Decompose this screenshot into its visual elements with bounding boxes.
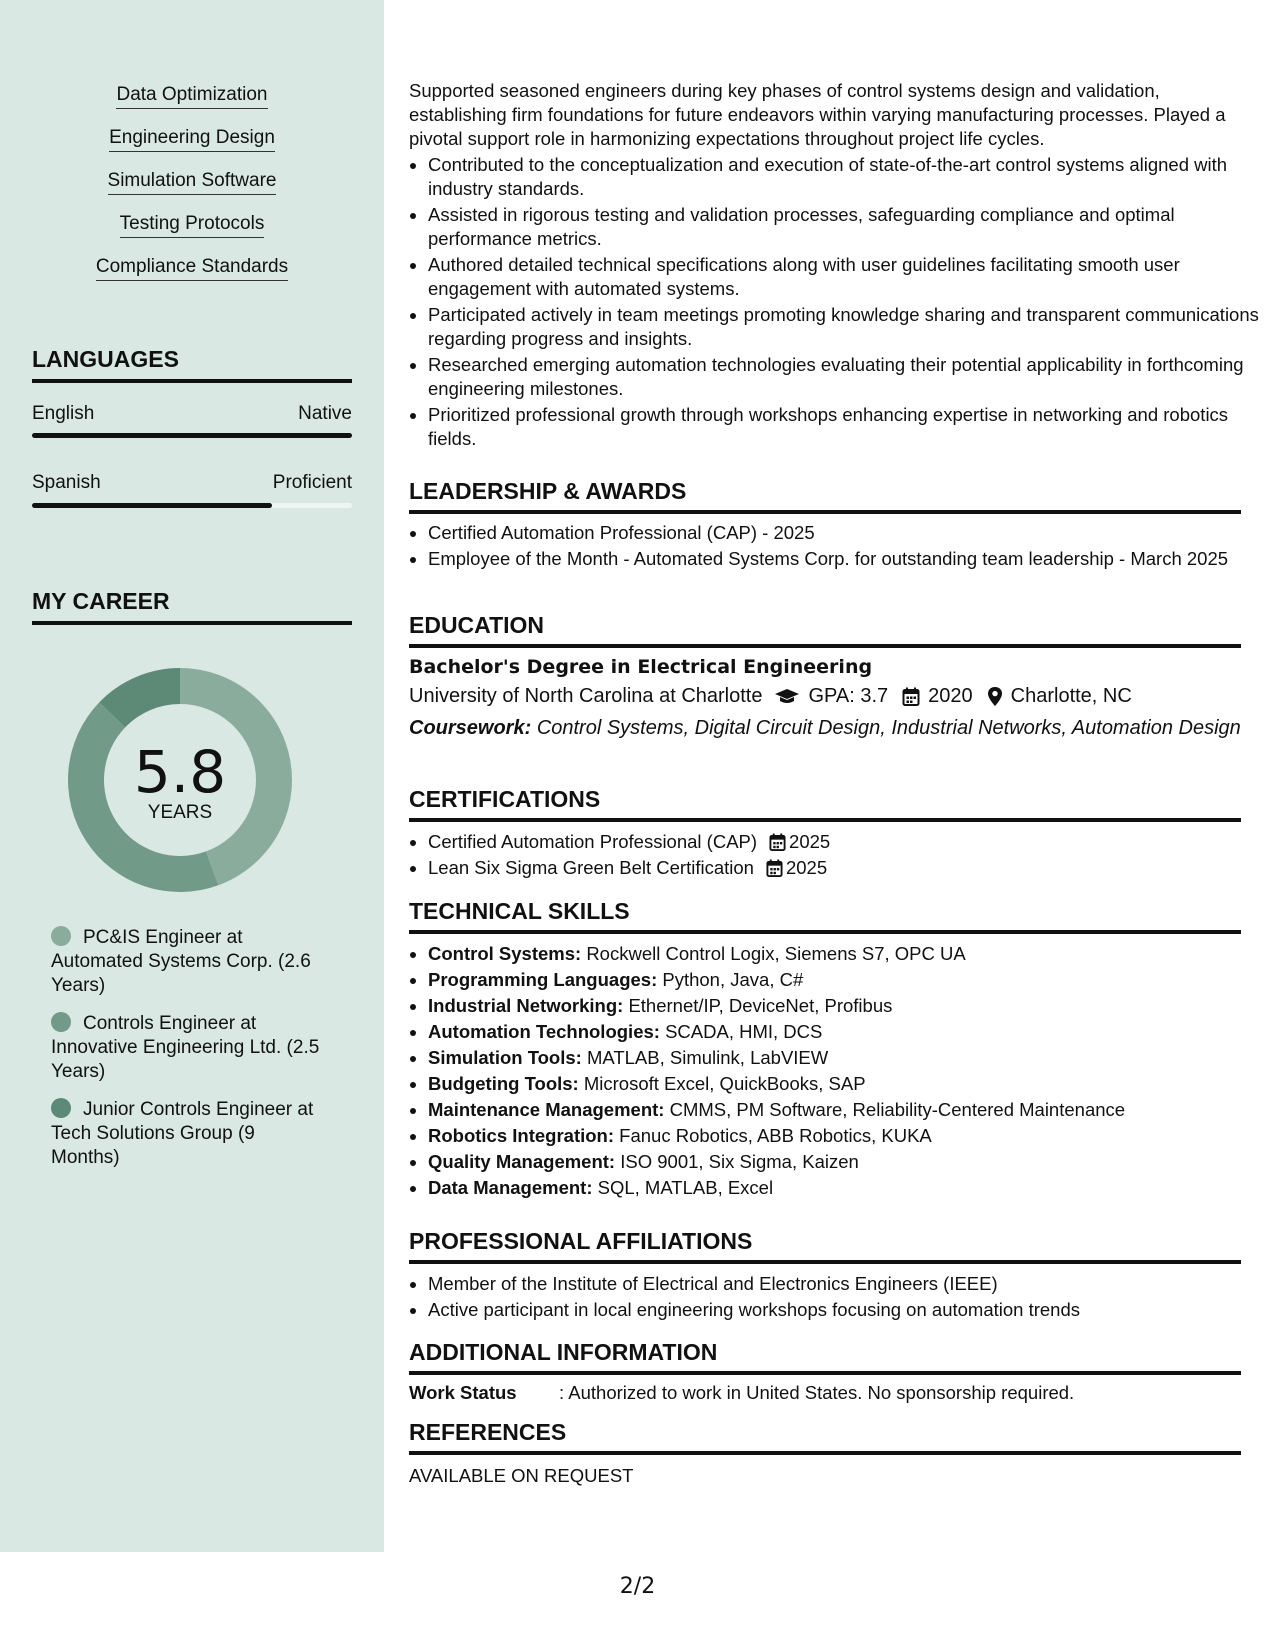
certification-year: 2025: [789, 831, 831, 852]
sidebar: [0, 0, 384, 1552]
list-item: • Authored detailed technical specifications along with user guidelines facilitating smooth user engagement with automated systems.: [428, 253, 1260, 301]
list-item: • Employee of the Month - Automated Systems Corp. for outstanding team leadership - March 2025: [428, 547, 1260, 571]
language-bar-spanish: [32, 503, 352, 508]
experience-summary: Supported seasoned engineers during key phases of control systems design and validation, establishing firm foundations for future endeavors within varying manufacturing processes. Played a pivotal support role in harmonizing expectations throughout project life cycles.: [409, 80, 1226, 149]
list-item: [428, 942, 1260, 966]
coursework: [409, 716, 1241, 741]
list-item: [428, 968, 1260, 992]
skill-link-compliance-standards[interactable]: [0, 256, 384, 281]
skill-values: MATLAB, Simulink, LabVIEW: [586, 1047, 829, 1068]
list-item: [428, 856, 1260, 880]
languages-heading: LANGUAGES: [32, 346, 352, 383]
list-item: [428, 1124, 1260, 1148]
list-item: [428, 830, 1260, 854]
list-item: [428, 1176, 1260, 1200]
skill-category: Simulation Tools:: [428, 1047, 582, 1068]
skill-link-data-optimization[interactable]: [0, 84, 384, 109]
school-name: University of North Carolina at Charlotte: [409, 685, 763, 707]
career-total: 5.8: [133, 738, 227, 806]
list-item: [428, 1072, 1260, 1096]
certifications-heading: CERTIFICATIONS: [409, 786, 1241, 822]
skill-values: SQL, MATLAB, Excel: [597, 1177, 774, 1198]
coursework-label: Coursework:: [409, 717, 532, 739]
certification-name: • Certified Automation Professional (CAP): [428, 831, 758, 852]
school-location: Charlotte, NC: [1010, 685, 1132, 707]
language-bar-fill: [32, 503, 272, 508]
certification-name: • Lean Six Sigma Green Belt Certification: [428, 857, 754, 878]
technical-skills-list: [409, 942, 1260, 1202]
skill-link-simulation-software[interactable]: [0, 170, 384, 195]
calendar-icon: [766, 859, 783, 878]
skill-label: Testing Protocols: [120, 213, 265, 238]
location-pin-icon: [987, 686, 1003, 707]
affiliations-list: [409, 1272, 1260, 1324]
career-legend-dot: [51, 1012, 71, 1032]
skill-values: Python, Java, C#: [662, 969, 804, 990]
skill-category: Control Systems:: [428, 943, 582, 964]
career-legend-dot: [51, 926, 71, 946]
list-item: [428, 1098, 1260, 1122]
skill-category: Data Management:: [428, 1177, 593, 1198]
skill-category: Budgeting Tools:: [428, 1073, 579, 1094]
skill-category: Maintenance Management:: [428, 1099, 665, 1120]
skill-category: Industrial Networking:: [428, 995, 624, 1016]
skill-values: Fanuc Robotics, ABB Robotics, KUKA: [619, 1125, 932, 1146]
skill-category: Robotics Integration:: [428, 1125, 615, 1146]
degree-title: Bachelor's Degree in Electrical Engineering: [409, 656, 873, 678]
technical-skills-heading: TECHNICAL SKILLS: [409, 898, 1241, 934]
education-heading: EDUCATION: [409, 612, 1241, 648]
work-status-value: : Authorized to work in United States. No sponsorship required.: [559, 1382, 1075, 1403]
career-unit: YEARS: [147, 802, 213, 823]
list-item: • Member of the Institute of Electrical and Electronics Engineers (IEEE): [428, 1272, 1260, 1296]
references-text: AVAILABLE ON REQUEST: [409, 1465, 634, 1486]
career-item: [51, 1012, 321, 1084]
career-item: [51, 1098, 321, 1170]
list-item: • Prioritized professional growth through workshops enhancing expertise in networking and robotics fields.: [428, 403, 1260, 451]
skill-label: Simulation Software: [108, 170, 277, 195]
language-level: Native: [298, 403, 352, 424]
list-item: [428, 1020, 1260, 1044]
work-status-row: [409, 1382, 1074, 1404]
skill-values: SCADA, HMI, DCS: [665, 1021, 823, 1042]
list-item: • Contributed to the conceptualization and execution of state-of-the-art control systems aligned with industry standards.: [428, 153, 1260, 201]
list-item: [428, 994, 1260, 1018]
list-item: • Participated actively in team meetings promoting knowledge sharing and transparent communications regarding progress and insights.: [428, 303, 1260, 351]
language-row-english: [32, 403, 352, 425]
language-level: Proficient: [272, 472, 352, 493]
certifications-list: [409, 830, 1260, 882]
career-donut-chart: [64, 664, 296, 896]
gpa: GPA: 3.7: [808, 685, 889, 707]
career-legend-dot: [51, 1098, 71, 1118]
skill-values: CMMS, PM Software, Reliability-Centered Maintenance: [669, 1099, 1126, 1120]
additional-info-heading: ADDITIONAL INFORMATION: [409, 1339, 1241, 1375]
references-heading: REFERENCES: [409, 1419, 1241, 1455]
career-heading: MY CAREER: [32, 588, 352, 625]
experience-bullets: [409, 153, 1260, 453]
skill-category: Programming Languages:: [428, 969, 658, 990]
skill-label: Compliance Standards: [96, 256, 288, 281]
skill-values: ISO 9001, Six Sigma, Kaizen: [620, 1151, 859, 1172]
leadership-list: [409, 521, 1260, 573]
calendar-icon: [769, 833, 786, 852]
affiliations-heading: PROFESSIONAL AFFILIATIONS: [409, 1228, 1241, 1264]
graduation-cap-icon: [774, 687, 800, 707]
skill-link-testing-protocols[interactable]: [0, 213, 384, 238]
career-item-label: PC&IS Engineer at Automated Systems Corp. (2.6 Years): [51, 927, 311, 996]
list-item: • Assisted in rigorous testing and validation processes, safeguarding compliance and optimal performance metrics.: [428, 203, 1260, 251]
leadership-heading: LEADERSHIP & AWARDS: [409, 478, 1241, 514]
education-details: [409, 685, 1132, 708]
career-item: [51, 926, 321, 998]
calendar-icon: [902, 687, 920, 707]
skill-values: Microsoft Excel, QuickBooks, SAP: [583, 1073, 866, 1094]
list-item: • Researched emerging automation technologies evaluating their potential applicability in forthcoming engineering milestones.: [428, 353, 1260, 401]
skill-link-engineering-design[interactable]: [0, 127, 384, 152]
skill-label: Engineering Design: [109, 127, 275, 152]
work-status-label: Work Status: [409, 1382, 517, 1403]
list-item: [428, 1046, 1260, 1070]
certification-year: 2025: [785, 857, 828, 878]
language-bar-english: [32, 433, 352, 438]
list-item: • Certified Automation Professional (CAP) - 2025: [428, 521, 1260, 545]
skill-category: Quality Management:: [428, 1151, 616, 1172]
language-row-spanish: [32, 472, 352, 494]
language-name: English: [32, 403, 95, 424]
language-name: Spanish: [32, 472, 101, 493]
skill-values: Rockwell Control Logix, Siemens S7, OPC UA: [586, 943, 966, 964]
page-number: 2/2: [619, 1574, 656, 1599]
list-item: [428, 1150, 1260, 1174]
career-item-label: Controls Engineer at Innovative Engineering Ltd. (2.5 Years): [51, 1013, 320, 1082]
skill-values: Ethernet/IP, DeviceNet, Profibus: [628, 995, 893, 1016]
skill-category: Automation Technologies:: [428, 1021, 660, 1042]
list-item: • Active participant in local engineering workshops focusing on automation trends: [428, 1298, 1260, 1322]
graduation-year: 2020: [928, 685, 973, 707]
language-bar-fill: [32, 433, 352, 438]
skill-label: Data Optimization: [116, 84, 267, 109]
career-item-label: Junior Controls Engineer at Tech Solutions Group (9 Months): [51, 1099, 314, 1168]
coursework-text: Control Systems, Digital Circuit Design, Industrial Networks, Automation Design: [536, 717, 1241, 739]
